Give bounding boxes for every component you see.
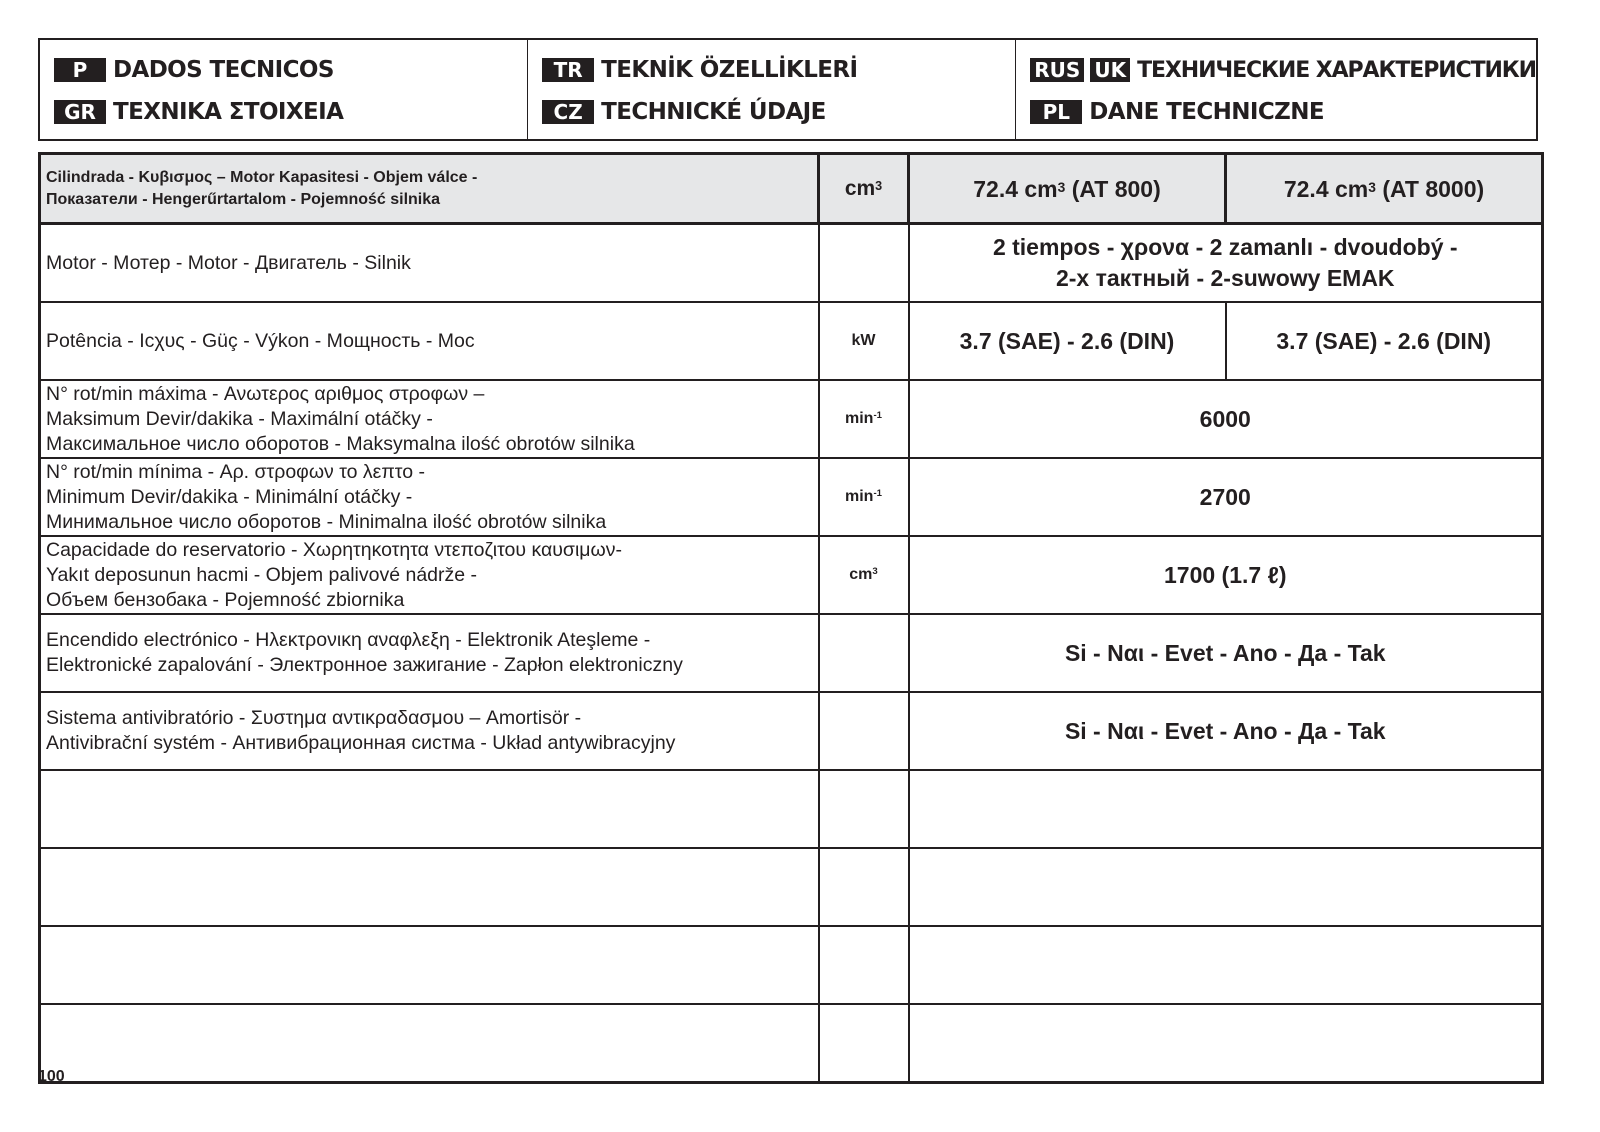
- language-badge-p: P: [54, 58, 106, 82]
- table-row: [40, 926, 1543, 1004]
- header-title-p: DADOS TECNICOS: [113, 57, 334, 83]
- spec-value-line: 6000: [1199, 405, 1251, 432]
- spec-value-line: 1700 (1.7 ℓ): [1164, 561, 1287, 588]
- spec-value-line: 2 tiempos - χρονα - 2 zamanlı - dvoudobý -: [992, 234, 1458, 260]
- table-row: [40, 1004, 1543, 1083]
- spec-unit: [819, 770, 909, 848]
- spec-label: [40, 692, 819, 770]
- spec-unit: [819, 692, 909, 770]
- header-title-pl: DANE TECHNICZNE: [1089, 99, 1324, 125]
- spec-value-line: 2-х тактный - 2-suwowy EMAK: [1055, 265, 1395, 291]
- language-badge-pl: PL: [1030, 100, 1082, 124]
- unit-superscript: -1: [873, 410, 882, 421]
- spec-value: [909, 536, 1543, 614]
- header-line-pl: [1030, 97, 1536, 127]
- spec-label-line: Maksimum Devir/dakika - Maximální otáčky -: [46, 407, 433, 430]
- spec-label-line: Elektronické zapalování - Электронное зажигание - Zapłon elektroniczny: [46, 654, 683, 676]
- spec-value: [909, 1004, 1543, 1083]
- spec-unit: [819, 1004, 909, 1083]
- displacement-value-at8000: [1226, 154, 1543, 224]
- unit-text: cm: [849, 566, 873, 583]
- table-header-row: [40, 154, 1543, 224]
- spec-unit: [819, 614, 909, 692]
- table-row: [40, 380, 1543, 458]
- value-text: 72.4 cm: [1283, 176, 1369, 202]
- displacement-label-line: Показатели - Hengerűrtartalom - Pojemność silnika: [46, 190, 441, 208]
- spec-label-line: Минимальное число оборотов - Minimalna ilość obrotów silnika: [46, 510, 607, 533]
- spec-unit: [819, 536, 909, 614]
- unit-text: cm: [844, 176, 876, 200]
- header-title-rus-uk: ТЕХНИЧЕСКИЕ ХАРАКТЕРИСТИКИ: [1137, 57, 1536, 83]
- spec-value: [909, 848, 1543, 926]
- spec-label: [40, 614, 819, 692]
- spec-label-line: Potência - Ιcχυς - Güç - Výkon - Мощность - Moc: [46, 329, 475, 352]
- spec-unit: [819, 380, 909, 458]
- spec-value: 3.7 (SAE) - 2.6 (DIN): [909, 302, 1226, 380]
- displacement-label: [40, 154, 819, 224]
- table-row: [40, 848, 1543, 926]
- displacement-label-line: Cilindrada - Κυβισμος – Motor Kapasitesi - Objem válce -: [46, 168, 478, 186]
- spec-value: [909, 692, 1543, 770]
- spec-value: [909, 380, 1543, 458]
- table-row: [40, 536, 1543, 614]
- unit-text: kW: [851, 332, 876, 349]
- spec-label: [40, 848, 819, 926]
- unit-superscript: -1: [873, 488, 882, 499]
- header-line-gr: [54, 97, 527, 127]
- header-title-cz: TECHNICKÉ ÚDAJE: [601, 99, 826, 125]
- value-superscript: 3: [1368, 180, 1376, 195]
- language-badge-gr: GR: [54, 100, 106, 124]
- spec-label-line: N° rot/min mínima - Αρ. στροφων το λεπτο -: [46, 460, 425, 483]
- spec-label: [40, 770, 819, 848]
- spec-label-line: Minimum Devir/dakika - Minimální otáčky -: [46, 485, 413, 508]
- table-row: [40, 458, 1543, 536]
- spec-unit: [819, 926, 909, 1004]
- spec-value: [909, 770, 1543, 848]
- header-title-tr: TEKNİK ÖZELLİKLERİ: [601, 57, 858, 83]
- displacement-value-at800: [909, 154, 1226, 224]
- spec-label: [40, 536, 819, 614]
- spec-label-line: Motor - Мотер - Motor - Двигатель - Silnik: [46, 251, 411, 274]
- title-header: [38, 38, 1538, 141]
- page-number: 100: [38, 1068, 65, 1085]
- spec-label-line: Encendido electrónico - Ηλεκτρονικη αναφλεξη - Elektronik Ateşleme -: [46, 629, 651, 651]
- header-column-tr-cz: [527, 40, 1015, 139]
- spec-value: 3.7 (SAE) - 2.6 (DIN): [1226, 302, 1543, 380]
- spec-unit: [819, 224, 909, 303]
- spec-value-line: Si - Ναι - Evet - Ano - Да - Tak: [1064, 639, 1386, 666]
- spec-label-line: Antivibrační systém - Антивибрационная систма - Układ antywibracyjny: [46, 732, 676, 754]
- table-row: [40, 224, 1543, 303]
- language-badge-cz: CZ: [542, 100, 594, 124]
- spec-value: [909, 926, 1543, 1004]
- displacement-unit: [819, 154, 909, 224]
- header-line-p: [54, 55, 527, 85]
- table-row: [40, 770, 1543, 848]
- spec-label: [40, 1004, 819, 1083]
- spec-label: [40, 380, 819, 458]
- table-row: [40, 302, 1543, 380]
- unit-superscript: 3: [875, 178, 883, 193]
- value-model: (AT 800): [1065, 176, 1161, 202]
- header-column-rus-uk-pl: [1015, 40, 1536, 139]
- header-column-p-gr: [40, 40, 527, 139]
- spec-unit: [819, 302, 909, 380]
- header-line-tr: [542, 55, 1015, 85]
- header-title-gr: TEXNIKA ΣΤΟΙΧΕΙΑ: [113, 99, 344, 125]
- unit-text: min: [845, 410, 874, 427]
- unit-superscript: 3: [872, 566, 878, 577]
- spec-label: [40, 926, 819, 1004]
- table-row: [40, 692, 1543, 770]
- header-line-rus-uk: [1030, 55, 1536, 85]
- spec-unit: [819, 848, 909, 926]
- spec-label: [40, 302, 819, 380]
- spec-value-line: 2700: [1199, 483, 1251, 510]
- spec-value: [909, 614, 1543, 692]
- value-text: 72.4 cm: [973, 176, 1058, 202]
- spec-value: [909, 458, 1543, 536]
- value-superscript: 3: [1057, 180, 1066, 195]
- spec-label-line: Объем бензобака - Pojemność zbiornika: [46, 588, 405, 611]
- value-model: (AT 8000): [1375, 176, 1485, 202]
- technical-data-table: [38, 152, 1544, 1084]
- spec-label-line: Максимальное число оборотов - Maksymalna ilość obrotów silnika: [46, 432, 635, 455]
- unit-text: min: [845, 488, 874, 505]
- language-badge-rus: RUS: [1030, 58, 1084, 82]
- spec-value: [909, 224, 1543, 303]
- language-badge-uk: UK: [1090, 58, 1130, 82]
- spec-label-line: Sistema antivibratório - Συστημα αντικραδασμου – Amortisör -: [46, 707, 582, 729]
- spec-label: [40, 458, 819, 536]
- spec-label: [40, 224, 819, 303]
- spec-value-line: Si - Ναι - Evet - Ano - Да - Tak: [1064, 717, 1386, 744]
- spec-label-line: N° rot/min máxima - Ανωτερος αριθμος στροφων –: [46, 382, 485, 405]
- spec-unit: [819, 458, 909, 536]
- table-row: [40, 614, 1543, 692]
- spec-label-line: Capacidade do reservatorio - Χωρητηκοτητα ντεποζιτου καυσιμων-: [46, 538, 622, 561]
- spec-label-line: Yakıt deposunun hacmi - Objem palivové nádrže -: [46, 563, 478, 586]
- language-badge-tr: TR: [542, 58, 594, 82]
- header-line-cz: [542, 97, 1015, 127]
